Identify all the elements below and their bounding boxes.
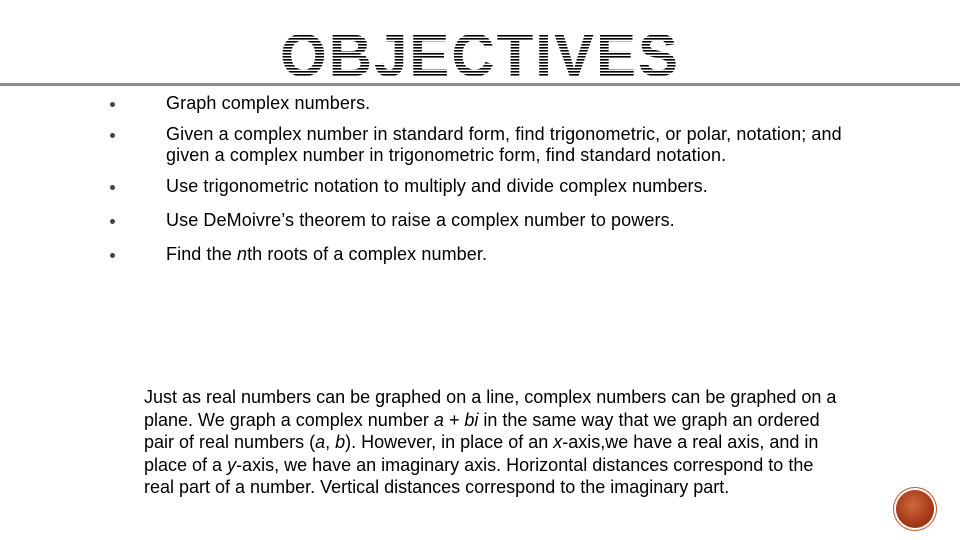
objective-text: Graph complex numbers. — [166, 93, 371, 113]
bullet-icon — [110, 219, 115, 224]
objective-item — [105, 93, 850, 114]
slide-title-graphic — [270, 20, 690, 82]
slide-title — [0, 20, 960, 82]
italic-n: n — [236, 244, 248, 264]
bullet-icon — [110, 102, 115, 107]
objective-text: Use DeMoivre’s theorem to raise a complex number to powers. — [166, 210, 675, 230]
objectives-list — [105, 93, 850, 265]
slide-badge-icon — [896, 490, 934, 528]
explanation-paragraph: Just as real numbers can be graphed on a line, complex numbers can be graphed on a plane. We graph a complex number a + bi in the same way that we graph an ordered pair of real numbers (a, b). However, in place of an x-axis,we have a real axis, and in place of a y-axis, we have an imaginary axis. Horizontal distances correspond to the real part of a number. Vertical distances correspond to the imaginary part. — [144, 387, 837, 497]
slide-title-text: OBJECTIVES — [279, 22, 681, 82]
objective-item — [105, 124, 850, 166]
objective-text: Use trigonometric notation to multiply and divide complex numbers. — [166, 176, 708, 196]
objective-item — [105, 210, 850, 231]
bullet-icon — [110, 185, 115, 190]
objective-text: Find the nth roots of a complex number. — [166, 244, 488, 264]
objective-text: Given a complex number in standard form, find trigonometric, or polar, notation; and given a complex number in trigonometric form, find standard notation. — [166, 124, 842, 165]
title-divider — [0, 83, 960, 86]
bullet-icon — [110, 133, 115, 138]
objective-item — [105, 176, 850, 197]
objective-item — [105, 244, 850, 265]
bullet-icon — [110, 253, 115, 258]
